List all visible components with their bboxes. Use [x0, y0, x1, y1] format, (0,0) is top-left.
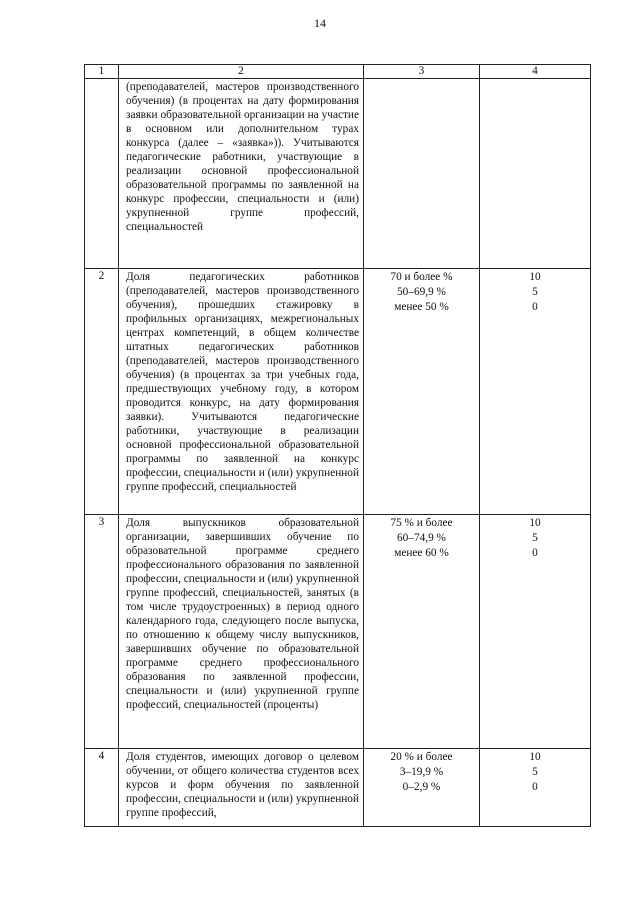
table-row	[85, 79, 591, 269]
row-number: 4	[85, 749, 119, 827]
row-number	[85, 79, 119, 269]
value-range: 20 % и более	[390, 751, 453, 763]
criterion-text: (преподавателей, мастеров производственного обучения) (в процентах на дату формирования заявки образовательной организации на участие в основном или дополнительном турах конкурса (далее – «заявка»)). Учитываются педагогические работники, участвующие в реализации основной профессиональной образовательной программы по заявленной на конкурс профессии, специальности и (или) укрупненной группе профессий, специальностей	[119, 79, 364, 269]
points-value: 10	[529, 271, 541, 283]
column-header-1: 1	[85, 65, 119, 79]
table-header-row	[85, 65, 591, 79]
value-range: менее 60 %	[394, 547, 449, 559]
value-range: 60–74,9 %	[397, 532, 446, 544]
criterion-values	[364, 749, 480, 827]
criterion-points	[480, 269, 591, 515]
table-row	[85, 749, 591, 827]
page-number: 14	[314, 16, 326, 30]
value-range: 75 % и более	[390, 517, 453, 529]
points-value: 5	[532, 766, 538, 778]
value-range: 3–19,9 %	[399, 766, 444, 778]
points-value: 5	[532, 286, 538, 298]
criterion-text: Доля студентов, имеющих договор о целевом обучении, от общего количества студентов всех курсов и форм обучения по заявленной профессии, специальности и (или) укрупненной группе профессий,	[119, 749, 364, 827]
points-value: 5	[532, 532, 538, 544]
value-range: 50–69,9 %	[397, 286, 446, 298]
points-value: 0	[532, 781, 538, 793]
criteria-table	[84, 64, 591, 827]
criterion-values	[364, 79, 480, 269]
column-header-3: 3	[364, 65, 480, 79]
column-header-2: 2	[119, 65, 364, 79]
points-value: 0	[532, 547, 538, 559]
points-value: 0	[532, 301, 538, 313]
points-value: 10	[529, 517, 541, 529]
value-range: менее 50 %	[394, 301, 449, 313]
points-value: 10	[529, 751, 541, 763]
criterion-values	[364, 269, 480, 515]
criterion-values	[364, 515, 480, 749]
table-row	[85, 515, 591, 749]
table-row	[85, 269, 591, 515]
criterion-text: Доля педагогических работников (преподавателей, мастеров производственного обучения), прошедших стажировку в профильных организациях, межрегиональных центрах компетенций, в общем количестве штатных педагогических работников (преподавателей, мастеров производственного обучения) (в процентах за три учебных года, предшествующих учебному году, в котором проводится конкурс, на дату формирования заявки). Учитываются педагогические работники, участвующие в реализации основной профессиональной образовательной программы по заявленной на конкурс профессии, специальности и (или) укрупненной группе профессий, специальностей	[119, 269, 364, 515]
criterion-points	[480, 79, 591, 269]
criterion-points	[480, 749, 591, 827]
row-number: 3	[85, 515, 119, 749]
value-range: 70 и более %	[390, 271, 453, 283]
column-header-4: 4	[480, 65, 591, 79]
criterion-text: Доля выпускников образовательной организации, завершивших обучение по образовательной программе среднего профессионального образования по заявленной профессии, специальности и (или) укрупненной группе профессий, специальностей, занятых (в том числе трудоустроенных) в период одного календарного года, следующего после выпуска, по отношению к общему числу выпускников, завершивших обучение по образовательной программе среднего профессионального образования по заявленной профессии, специальности и (или) укрупненной группе профессий, специальностей (проценты)	[119, 515, 364, 749]
row-number: 2	[85, 269, 119, 515]
criterion-points	[480, 515, 591, 749]
value-range: 0–2,9 %	[402, 781, 441, 793]
